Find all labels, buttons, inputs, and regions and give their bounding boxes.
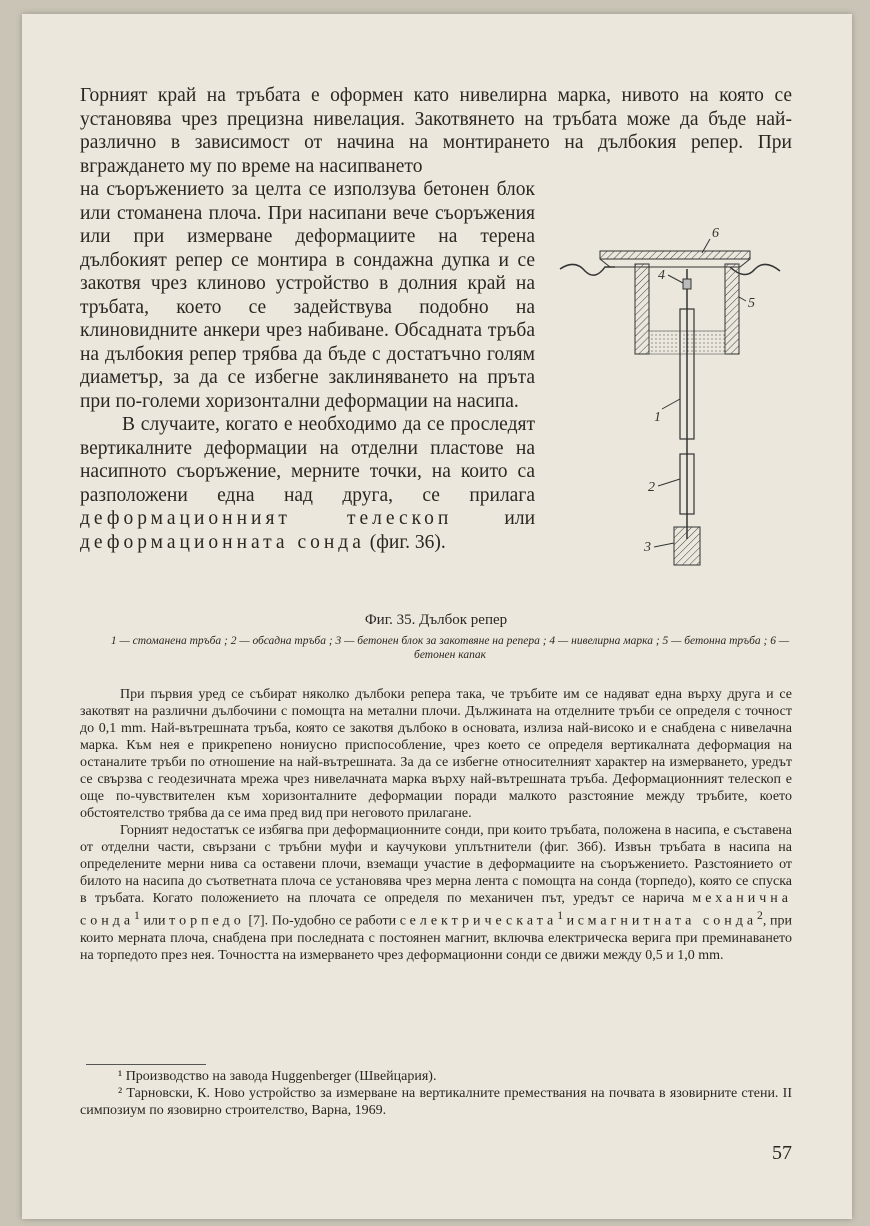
- term-electric: електрическата: [409, 913, 558, 929]
- figure-caption: 1 — стоманена тръба ; 2 — обсадна тръба ; 3 — бетонен блок за закотвяне на репера ; 4 — нивелирна марка ; 5 — бетонна тръба ; 6 — бетонен капак: [110, 635, 790, 661]
- term-magnetic-probe: магнитната сонда: [587, 913, 758, 929]
- figure-title: Фиг. 35. Дълбок репер: [364, 612, 508, 628]
- small-paragraph-1: При първия уред се събират няколко дълбоки репера така, че тръбите им се надяват една върху друга и се закотвят на различни дълбочини с помощта на метални плочи. Дължината на отделните тръби се определя с точност до 0,1 mm. Най-вътрешната тръба, която се закотвя дълбоко в основата, излиза най-високо и е снабдена с нивелачна марка. Към нея е прикрепено нониусно приспособление, чрез което се определя вертикалната деформация на останалите тръби по отношение на най-вътрешната. За да се избегне относителният характер на измерването, уредът се свързва с геодезичната мрежа чрез нивелачната марка върху най-вътрешната тръба. Деформационният телескоп е още по-чувствителен към хоризонталните деформации поради малкото разстояние между тръбите, което обстоятелство трябва да се има пред вид при неговото прилагане.: [80, 687, 792, 821]
- concrete-cap: [600, 251, 750, 259]
- term-deformation-telescope: деформационният телескоп: [80, 508, 453, 529]
- footnotes: [80, 1068, 792, 1119]
- footnote-divider: [86, 1064, 206, 1065]
- paragraph-2: [80, 413, 535, 554]
- concrete-block: [674, 527, 700, 565]
- page-number: 57: [772, 1142, 792, 1164]
- term-deformation-probe: деформационната сонда: [80, 531, 365, 553]
- label-3: 3: [644, 540, 651, 555]
- term-mechanical-probe: механична сонда: [80, 891, 792, 929]
- label-4: 4: [658, 268, 665, 283]
- p2-mid: или: [452, 508, 536, 529]
- footnote-2: ² Тарновски, К. Ново устройство за измерване на вертикалните премествания на почвата в язовирните стени. II симпозиум по язовирно строителство, Варна, 1969.: [80, 1086, 792, 1118]
- label-1: 1: [654, 410, 661, 425]
- paragraph-1-continued: на съоръжението за целта се използува бетонен блок или стоманена плоча. При насипани вече съоръжения или при измерване деформациите на терена дълбокият репер се монтира в сондажна дупка и се закотвя чрез клиново устройство в долния край на тръбата, което се задействува подобно на клиновидните анкери чрез набиване. Обсадната тръба на дълбокия репер трябва да бъде с достатъчно голям диаметър, за да се избегне заклиняването на пръта при по-големи хоризонтални деформации на насипа.: [80, 179, 535, 412]
- term-torpedo: торпедо: [169, 913, 245, 929]
- leveling-mark: [683, 279, 691, 289]
- small-paragraph-2: Горният недостатък се избягва при деформационните сонди, при които тръбата, положена в насипа, е съставена от отделни части, свързани с тръбни муфи и каучукови уплътнители (фиг. 36б). Извън тръбата в насипа на определените мерни нива са оставени плочи, вземащи участие в деформациите на съоръжението. Разстоянието от билото на насипа до съответната плоча се установява чрез мерна лента с помощта на сонда (торпедо), която се спуска в тръбата. Когато положението на плочата се определя по механичен път, уредът се нарича механична сонда$^1$ или торпедо [7]. По-удобно се работи с електрическата$^1$ и с магнитната сонда$^2$, при които мерната плоча, снабдена при последната с постоянен магнит, включва електрическа верига при преминаването на торпедото през нея. Точността на измерването чрез деформационни сонди се движи между 0,5 и 1,0 mm.: [80, 823, 792, 963]
- label-5: 5: [748, 296, 755, 311]
- paragraph-narrow-column: [80, 178, 535, 554]
- p2-start: В случаите, когато е необходимо да се проследят вертикалните деформации на отделни пластове на насипното съоръжение, мерните точки, на които са разположени една над друга, се прилага: [80, 414, 535, 506]
- label-2: 2: [648, 480, 655, 495]
- p2-end: (фиг. 36).: [364, 531, 446, 553]
- ground-left: [560, 264, 615, 275]
- deep-benchmark-figure: [550, 209, 790, 579]
- footnote-1: ¹ Производство на завода Huggenberger (Швейцария).: [118, 1069, 437, 1084]
- label-6: 6: [712, 226, 719, 241]
- paragraph-text: Горният край на тръбата е оформен като нивелирна марка, нивото на която се установява чрез прецизна нивелация. Закотвянето на тръбата може да бъде най-различно в зависимост от начина на монтирането на дълбокия репер. При вграждането му по време на насипването: [80, 85, 792, 177]
- book-page: [22, 14, 852, 1219]
- paragraph-1-wide: [80, 84, 792, 178]
- concrete-pipe-left: [635, 264, 649, 354]
- small-text-section: [80, 686, 792, 964]
- concrete-pipe-right: [725, 264, 739, 354]
